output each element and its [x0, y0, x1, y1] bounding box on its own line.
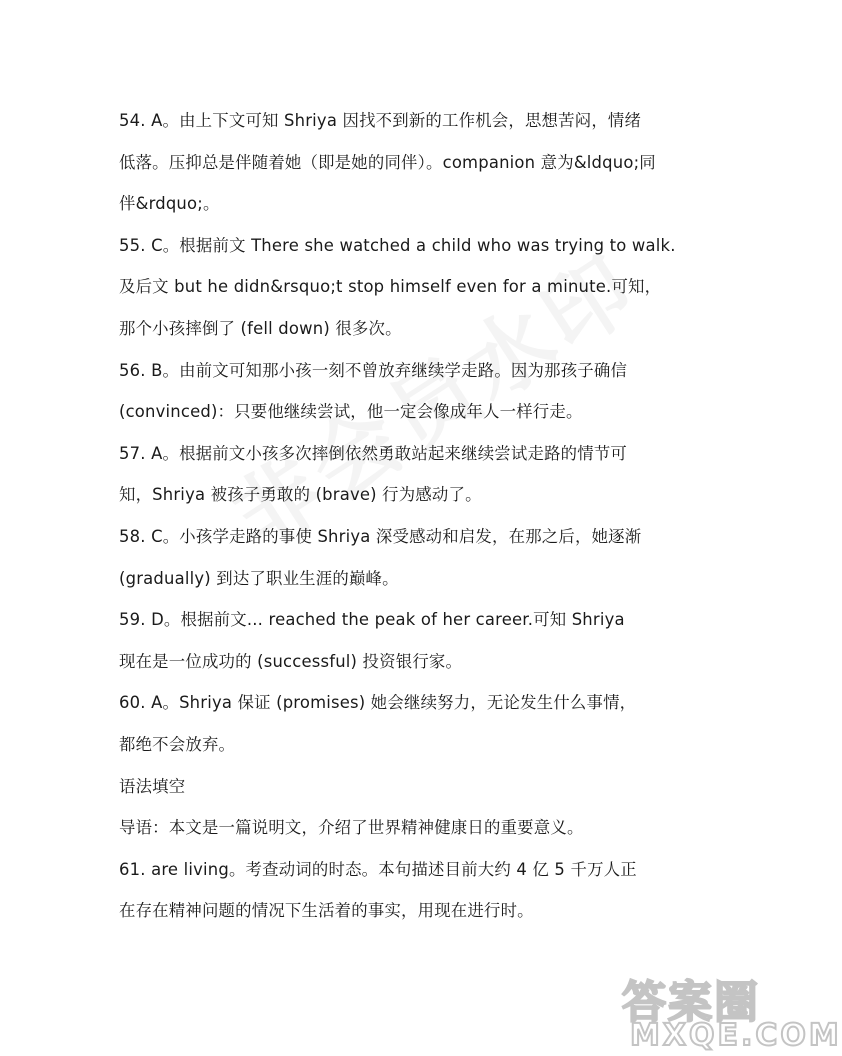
text-line: 在存在精神问题的情况下生活着的事实，用现在进行时。 [119, 901, 534, 921]
text-line: 55. C。根据前文 There she watched a child who was trying to walk. [119, 235, 676, 255]
logo-domain: MXQE.COM [630, 1018, 842, 1053]
site-logo [612, 966, 842, 1054]
text-line: (convinced)：只要他继续尝试，他一定会像成年人一样行走。 [119, 402, 583, 422]
text-line: 低落。压抑总是伴随着她（即是她的同伴）。companion 意为&ldquo;同 [119, 152, 656, 172]
text-line: 伴&rdquo;。 [119, 194, 220, 214]
text-line: (gradually) 到达了职业生涯的巅峰。 [119, 568, 399, 588]
text-line: 那个小孩摔倒了 (fell down) 很多次。 [119, 318, 402, 338]
text-line: 61. are living。考查动词的时态。本句描述目前大约 4 亿 5 千万人正 [119, 859, 637, 879]
text-line: 及后文 but he didn&rsquo;t stop himself even for a minute.可知， [119, 277, 662, 297]
text-line: 56. B。由前文可知那小孩一刻不曾放弃继续学走路。因为那孩子确信 [119, 360, 628, 380]
section-heading: 语法填空 [119, 776, 186, 796]
text-line: 导语：本文是一篇说明文，介绍了世界精神健康日的重要意义。 [119, 818, 584, 838]
text-line: 54. A。由上下文可知 Shriya 因找不到新的工作机会，思想苦闷，情绪 [119, 111, 642, 130]
text-line: 60. A。Shriya 保证 (promises) 她会继续努力，无论发生什么事情， [119, 693, 637, 713]
text-line: 都绝不会放弃。 [119, 734, 236, 754]
text-line: 知，Shriya 被孩子勇敢的 (brave) 行为感动了。 [119, 485, 482, 505]
text-line: 现在是一位成功的 (successful) 投资银行家。 [119, 651, 463, 671]
text-line: 57. A。根据前文小孩多次摔倒依然勇敢站起来继续尝试走路的情节可 [119, 443, 628, 463]
logo-text: 答案圈 [622, 977, 760, 1028]
document-body [119, 100, 699, 932]
text-line: 58. C。小孩学走路的事使 Shriya 深受感动和启发，在那之后，她逐渐 [119, 526, 642, 546]
text-line: 59. D。根据前文... reached the peak of her career.可知 Shriya [119, 610, 625, 630]
